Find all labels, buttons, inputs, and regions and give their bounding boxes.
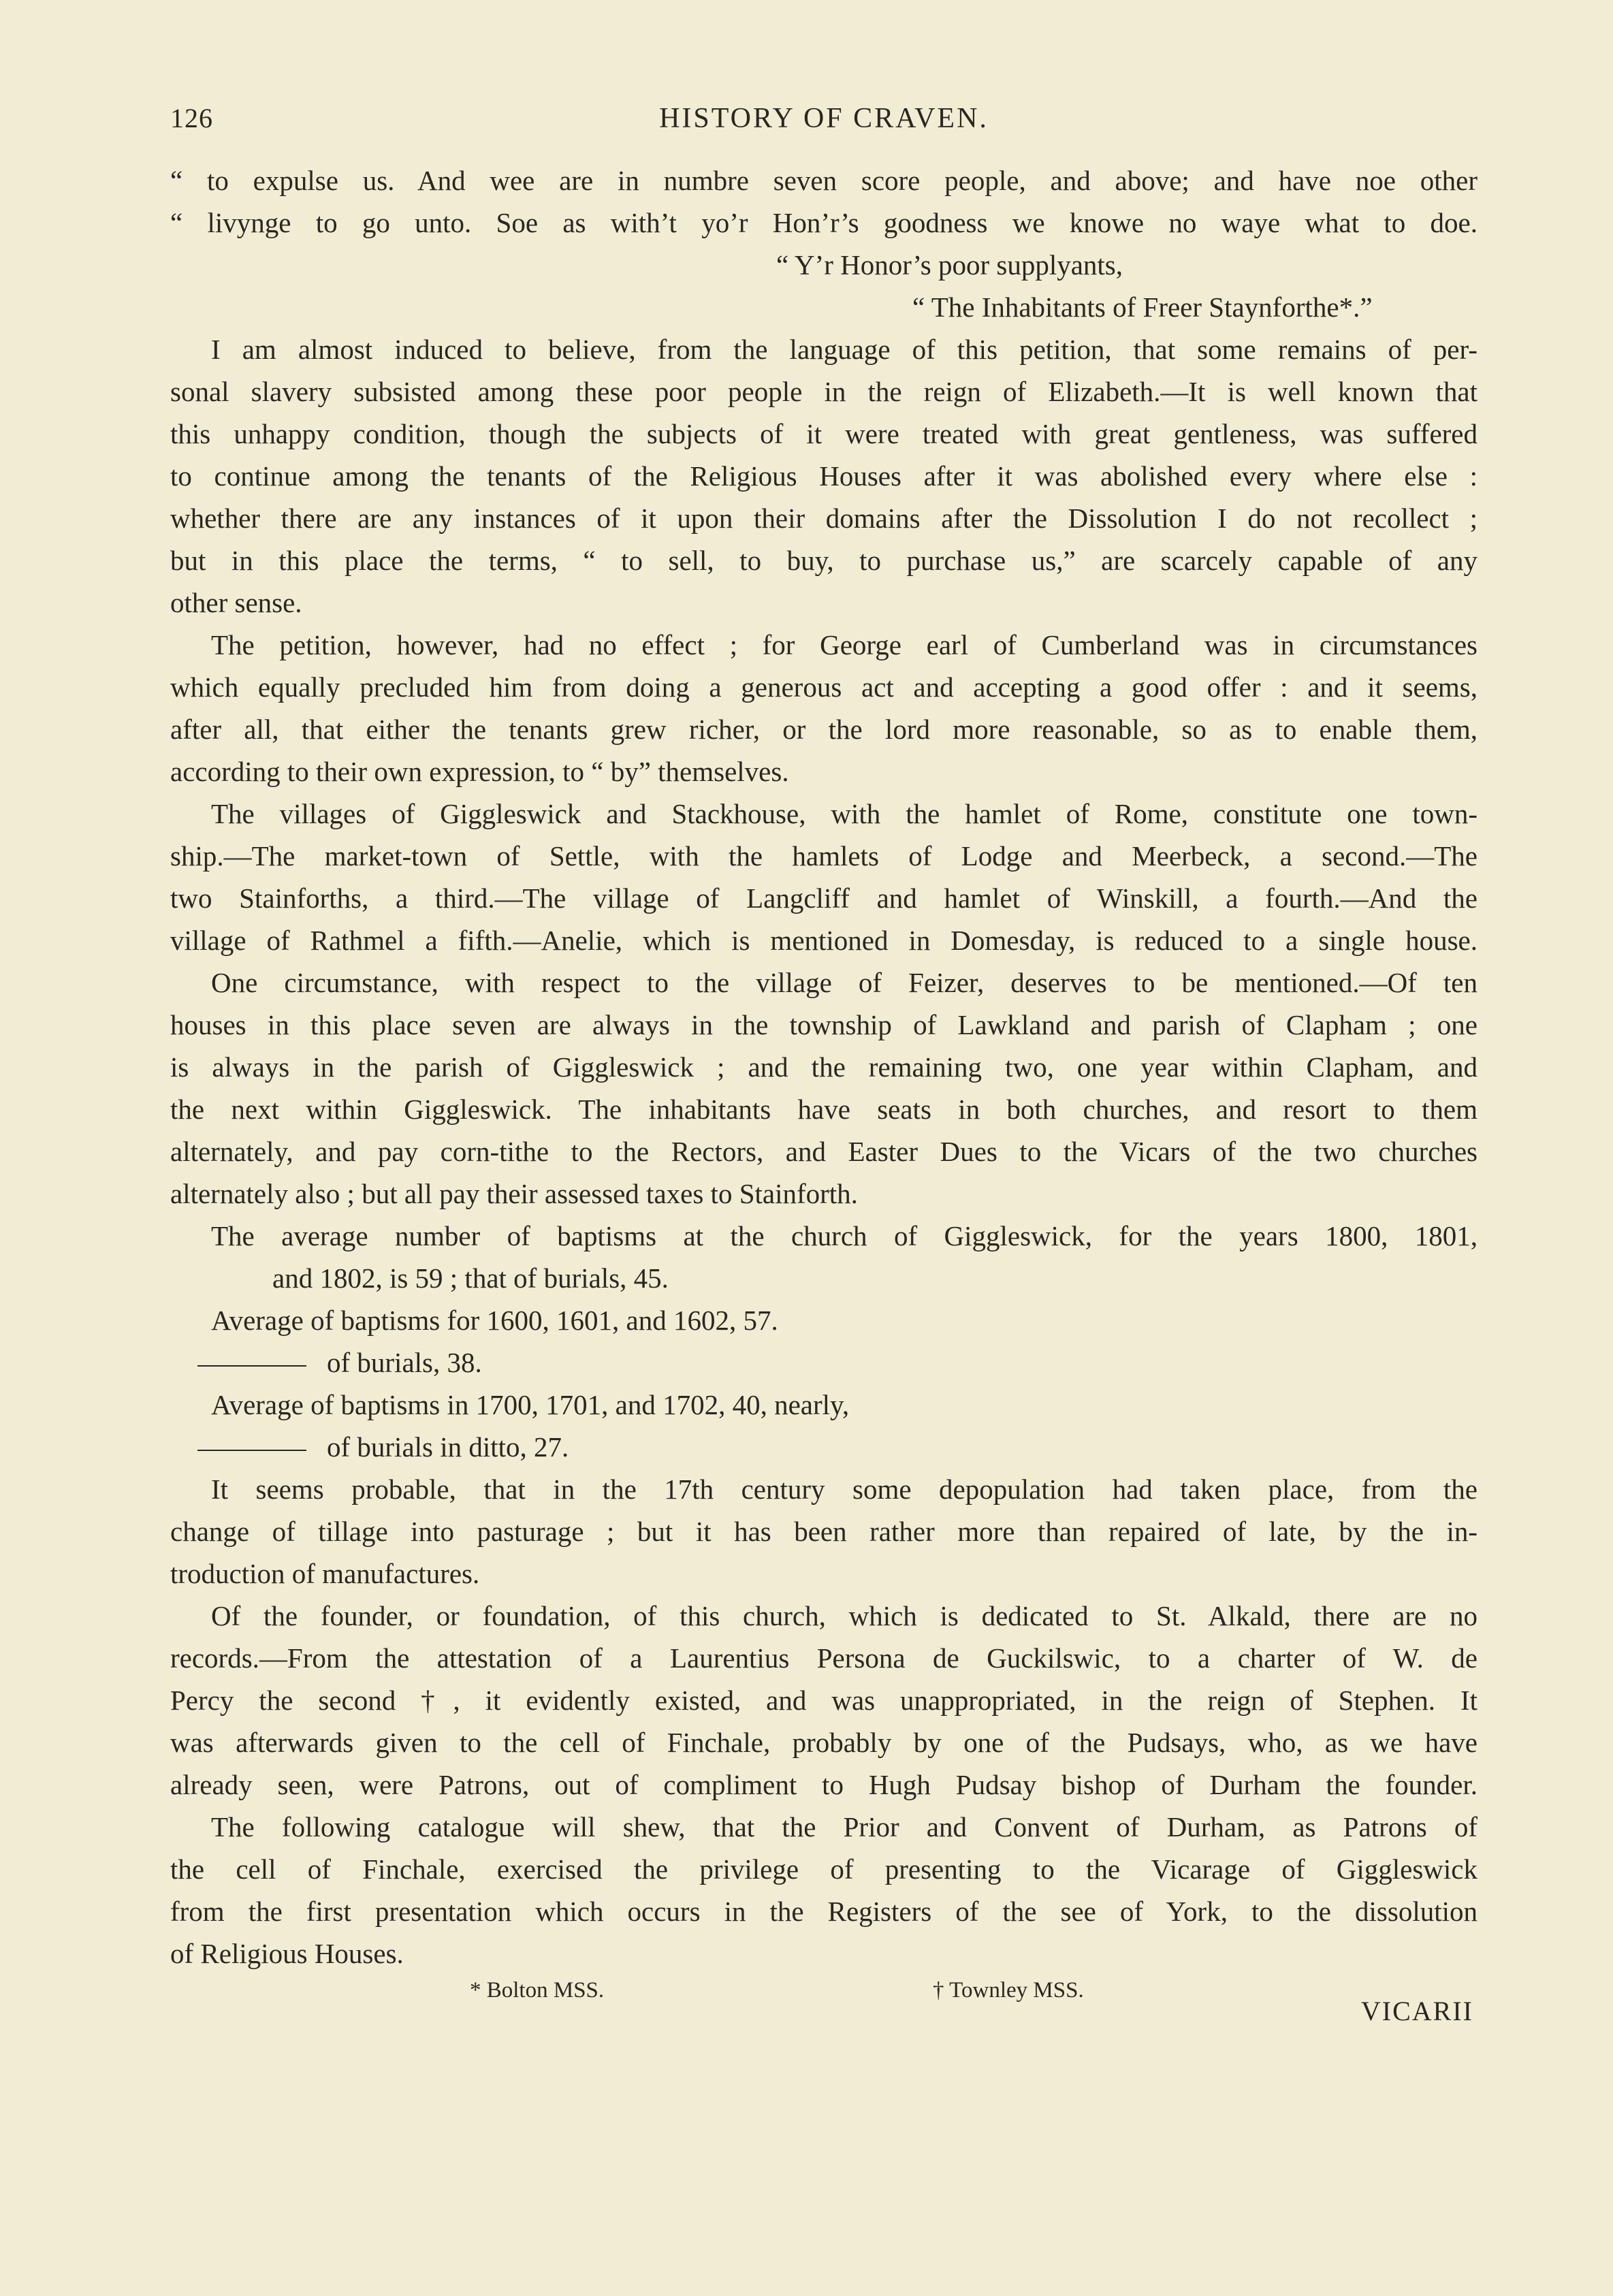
text-line: of Religious Houses. bbox=[170, 1938, 404, 1969]
text-line: this unhappy condition, though the subjects of it were treated with great gentleness, was suffered bbox=[170, 418, 1478, 449]
text-line: but in this place the terms, “ to sell, to buy, to purchase us,” are scarcely capable of any bbox=[170, 545, 1478, 576]
text-line: records.—From the attestation of a Laurentius Persona de Guckilswic, to a charter of W. de bbox=[170, 1642, 1478, 1674]
text-line bbox=[170, 1341, 1478, 1384]
running-title: HISTORY OF CRAVEN. bbox=[659, 103, 989, 134]
text-line: change of tillage into pasturage ; but it has been rather more than repaired of late, by the in- bbox=[170, 1516, 1478, 1547]
footnotes bbox=[170, 1978, 1478, 2012]
signature-line: “ The Inhabitants of Freer Staynforthe*.” bbox=[912, 291, 1373, 323]
text-line: It seems probable, that in the 17th century some depopulation had taken place, from the bbox=[211, 1473, 1478, 1505]
text-line: the cell of Finchale, exercised the privilege of presenting to the Vicarage of Giggleswick bbox=[170, 1853, 1478, 1885]
text-line: the next within Giggleswick. The inhabitants have seats in both churches, and resort to them bbox=[170, 1094, 1478, 1125]
text-line: The following catalogue will shew, that the Prior and Convent of Durham, as Patrons of bbox=[211, 1811, 1478, 1843]
text-line: Average of baptisms in 1700, 1701, and 1702, 40, nearly, bbox=[211, 1389, 850, 1420]
text-line: The average number of baptisms at the church of Giggleswick, for the years 1800, 1801, bbox=[211, 1220, 1478, 1251]
text-line: whether there are any instances of it upon their domains after the Dissolution I do not recollect ; bbox=[170, 503, 1478, 534]
text-line: and 1802, is 59 ; that of burials, 45. bbox=[272, 1262, 669, 1294]
text-line: houses in this place seven are always in the township of Lawkland and parish of Clapham ; one bbox=[170, 1009, 1478, 1040]
text-line: “ livynge to go unto. Soe as with’t yo’r Hon’r’s goodness we knowe no waye what to doe. bbox=[170, 207, 1478, 238]
text-line bbox=[170, 1426, 1478, 1468]
text-line: after all, that either the tenants grew richer, or the lord more reasonable, so as to enable them, bbox=[170, 714, 1478, 745]
text-line: was afterwards given to the cell of Finchale, probably by one of the Pudsays, who, as we have bbox=[170, 1727, 1478, 1758]
text-line: “ to expulse us. And wee are in numbre seven score people, and above; and have noe other bbox=[170, 165, 1478, 196]
text-span: of burials in ditto, 27. bbox=[327, 1431, 569, 1463]
page-header bbox=[170, 102, 1478, 143]
text-line: to continue among the tenants of the Religious Houses after it was abolished every where else : bbox=[170, 460, 1478, 492]
footnote-bolton: * Bolton MSS. bbox=[470, 1978, 605, 2003]
text-line: village of Rathmel a fifth.—Anelie, which is mentioned in Domesday, is reduced to a single house. bbox=[170, 925, 1478, 956]
text-line: sonal slavery subsisted among these poor people in the reign of Elizabeth.—It is well known that bbox=[170, 376, 1478, 407]
catchword: VICARII bbox=[1360, 1996, 1473, 2026]
text-line: which equally precluded him from doing a generous act and accepting a good offer : and it seems, bbox=[170, 671, 1478, 703]
text-line: Percy the second †, it evidently existed, and was unappropriated, in the reign of Stephen. It bbox=[170, 1685, 1478, 1716]
text-line: other sense. bbox=[170, 587, 302, 618]
ditto-rule bbox=[197, 1450, 306, 1451]
text-line: alternately, and pay corn-tithe to the Rectors, and Easter Dues to the Vicars of the two churches bbox=[170, 1136, 1478, 1167]
text-line: One circumstance, with respect to the village of Feizer, deserves to be mentioned.—Of ten bbox=[211, 967, 1478, 998]
text-line: already seen, were Patrons, out of compliment to Hugh Pudsay bishop of Durham the founder. bbox=[170, 1769, 1478, 1800]
text-span: of burials, 38. bbox=[327, 1347, 482, 1378]
page-number: 126 bbox=[170, 103, 213, 133]
text-line: Of the founder, or foundation, of this church, which is dedicated to St. Alkald, there are no bbox=[211, 1600, 1478, 1631]
text-line: troduction of manufactures. bbox=[170, 1558, 480, 1589]
body-text bbox=[170, 159, 1478, 1975]
ditto-rule bbox=[197, 1365, 306, 1367]
text-line: two Stainforths, a third.—The village of Langcliff and hamlet of Winskill, a fourth.—And the bbox=[170, 882, 1478, 914]
text-line: The villages of Giggleswick and Stackhouse, with the hamlet of Rome, constitute one town- bbox=[211, 798, 1478, 829]
text-line: according to their own expression, to “ by” themselves. bbox=[170, 756, 789, 787]
text-line: from the first presentation which occurs in the Registers of the see of York, to the dissolution bbox=[170, 1896, 1478, 1927]
footnote-townley: † Townley MSS. bbox=[933, 1978, 1084, 2003]
text-line: is always in the parish of Giggleswick ; and the remaining two, one year within Clapham, and bbox=[170, 1051, 1478, 1083]
text-line: The petition, however, had no effect ; for George earl of Cumberland was in circumstances bbox=[211, 629, 1478, 660]
text-line: I am almost induced to believe, from the language of this petition, that some remains of per- bbox=[211, 334, 1478, 365]
text-line: Average of baptisms for 1600, 1601, and 1602, 57. bbox=[211, 1305, 778, 1336]
signature-line: “ Y’r Honor’s poor supplyants, bbox=[776, 249, 1123, 281]
text-line: ship.—The market-town of Settle, with the hamlets of Lodge and Meerbeck, a second.—The bbox=[170, 840, 1478, 872]
text-line: alternately also ; but all pay their assessed taxes to Stainforth. bbox=[170, 1178, 858, 1209]
